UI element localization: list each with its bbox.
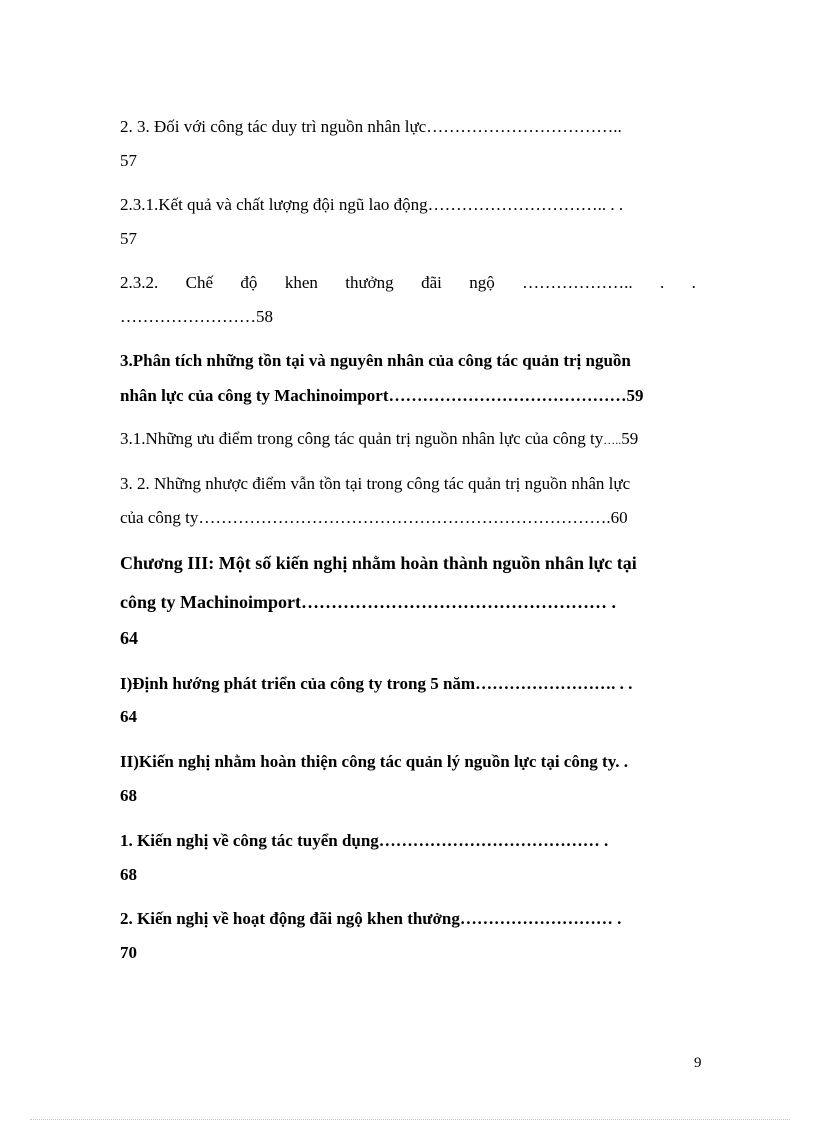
toc-entry-2-3-1-page: 57	[120, 229, 137, 248]
toc-chapter-3: Chương III: Một số kiến nghị nhằm hoàn thành nguồn nhân lực tại	[120, 553, 637, 573]
toc-entry-3-1-page: 59	[621, 429, 639, 448]
toc-entry-2: 2. Kiến nghị về hoạt động đãi ngộ khen thưởng……………………… .	[120, 909, 622, 928]
toc-leader-dots: …..	[603, 433, 622, 447]
toc-entry-3-2-line2: của công ty……………………………………………………………….60	[120, 508, 628, 527]
toc-word: khen	[284, 273, 318, 292]
page-number: 9	[694, 1055, 702, 1071]
toc-word: ………………..	[522, 273, 633, 292]
toc-entry-2-3-2	[120, 273, 696, 293]
toc-word: ngộ	[469, 273, 495, 292]
toc-entry-1: 1. Kiến nghị về công tác tuyển dụng………………………………… .	[120, 831, 609, 850]
toc-entry-II: II)Kiến nghị nhằm hoàn thiện công tác quản lý nguồn lực tại công ty. .	[120, 752, 629, 771]
toc-entry-I-page: 64	[120, 707, 137, 726]
toc-entry-3-line2: nhân lực của công ty Machinoimport……………………………………59	[120, 386, 644, 405]
toc-entry-2-3-2-line2: ……………………58	[120, 307, 273, 326]
toc-entry-2-3-page: 57	[120, 151, 137, 170]
toc-word: đãi	[421, 273, 442, 292]
page-bottom-divider	[30, 1119, 790, 1120]
toc-entry-3-2: 3. 2. Những nhược điểm vẫn tồn tại trong công tác quản trị nguồn nhân lực	[120, 474, 631, 493]
toc-entry-3: 3.Phân tích những tồn tại và nguyên nhân của công tác quản trị nguồn	[120, 351, 631, 370]
toc-chapter-3-line2: công ty Machinoimport…………………………………………… .	[120, 592, 616, 612]
toc-entry-II-page: 68	[120, 786, 137, 805]
toc-word: độ	[240, 273, 258, 292]
toc-entry-1-page: 68	[120, 865, 137, 884]
toc-entry-2-3: 2. 3. Đối với công tác duy trì nguồn nhân lực……………………………..	[120, 117, 622, 136]
toc-word: 2.3.2.	[120, 273, 159, 292]
toc-entry-3-1-text: 3.1.Những ưu điểm trong công tác quản trị nguồn nhân lực của công ty	[120, 429, 604, 448]
toc-word: Chế	[185, 273, 214, 292]
toc-entry-2-page: 70	[120, 943, 137, 962]
toc-entry-2-3-1: 2.3.1.Kết quả và chất lượng đội ngũ lao động………………………….. . .	[120, 195, 624, 214]
toc-word: thưởng	[345, 273, 394, 292]
toc-entry-3-1	[120, 429, 638, 450]
toc-chapter-3-page: 64	[120, 628, 138, 648]
toc-entry-I: I)Định hướng phát triển của công ty trong 5 năm……………………. . .	[120, 674, 633, 693]
toc-word: .	[660, 273, 665, 292]
toc-word: .	[691, 273, 696, 292]
